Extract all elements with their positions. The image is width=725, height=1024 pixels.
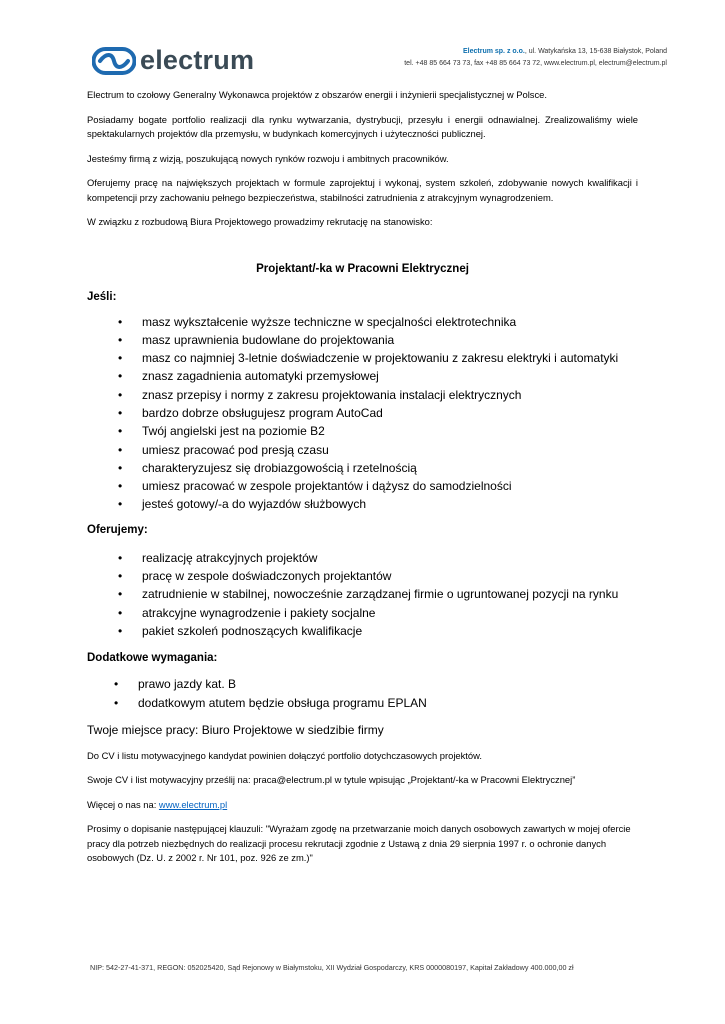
- bullet-icon: •: [118, 442, 123, 457]
- job-offer-body: [87, 88, 638, 876]
- requirements-heading: Jeśli:: [87, 290, 117, 303]
- bullet-icon: •: [118, 623, 123, 638]
- list-item: • bardzo dobrze obsługujesz program AutoCad: [87, 404, 638, 422]
- list-item: • masz wykształcenie wyższe techniczne w specjalności elektrotechnika: [87, 313, 638, 331]
- list-item: • znasz przepisy i normy z zakresu projektowania instalacji elektrycznych: [87, 386, 638, 404]
- bullet-icon: •: [118, 587, 123, 602]
- list-item: • jesteś gotowy/-a do wyjazdów służbowych: [87, 495, 638, 513]
- bullet-icon: •: [118, 387, 123, 402]
- bullet-icon: •: [118, 460, 123, 475]
- workplace-line: Twoje miejsce pracy: Biuro Projektowe w siedzibie firmy: [87, 722, 384, 737]
- bullet-icon: •: [118, 332, 123, 347]
- send-note: Swoje CV i list motywacyjny prześlij na: praca@electrum.pl w tytule wpisując „Projektant/-ka w Pracowni Elektrycznej”: [87, 774, 576, 786]
- requirements-list: [87, 313, 638, 514]
- additional-heading: Dodatkowe wymagania:: [87, 652, 218, 665]
- company-name: Electrum sp. z o.o.: [462, 48, 525, 55]
- bullet-icon: •: [118, 569, 123, 584]
- intro-paragraph-2: Posiadamy bogate portfolio realizacji dla rynku wytwarzania, dystrybucji, przesyłu i energii odnawialnej. Zrealizowaliśmy wiele spektakularnych projektów dla przemysłu, w budynkach komercyjnych i użyteczności publicznej.: [87, 113, 638, 139]
- bullet-icon: •: [118, 369, 123, 384]
- list-item: • Twój angielski jest na poziomie B2: [87, 422, 638, 440]
- company-address-line: [404, 46, 667, 58]
- list-item: • masz uprawnienia budowlane do projektowania: [87, 331, 638, 349]
- intro-paragraph-4: Oferujemy pracę na największych projektach w formule zaprojektuj i wykonaj, system szkoleń, zdobywanie nowych kwalifikacji i kompetencji przy zachowaniu pełnego bezpieczeństwa, stabilności zatrudnienia z atrakcyjnym wynagrodzeniem.: [87, 177, 638, 203]
- bullet-icon: •: [118, 351, 123, 366]
- list-item: • pakiet szkoleń podnoszących kwalifikacje: [87, 622, 638, 640]
- bullet-icon: •: [118, 314, 123, 329]
- intro-paragraph-5: W związku z rozbudową Biura Projektowego prowadzimy rekrutację na stanowisko:: [87, 216, 433, 227]
- list-item: • dodatkowym atutem będzie obsługa programu EPLAN: [87, 694, 638, 712]
- legal-footer: NIP: 542-27-41-371, REGON: 052025420, Sąd Rejonowy w Białymstoku, XII Wydział Gospodarczy, KRS 0000080197, Kapitał Zakładowy 400.000,00 zł: [90, 963, 574, 972]
- cv-note: Do CV i listu motywacyjnego kandydat powinien dołączyć portfolio dotychczasowych projektów.: [87, 749, 482, 761]
- bullet-icon: •: [118, 550, 123, 565]
- gdpr-clause: Prosimy o dopisanie następującej klauzuli: "Wyrażam zgodę na przetwarzanie moich danych osobowych zawartych w mojej ofercie pracy dla potrzeb niezbędnych do realizacji procesu rekrutacji zgodnie z Ustawą z dnia 29 sierpnia 1997 r. o ochronie danych osobowych (Dz. U. z 2002 r. Nr 101, poz. 926 ze zm.)": [87, 823, 631, 864]
- bullet-icon: •: [114, 677, 119, 692]
- bullet-icon: •: [114, 695, 119, 710]
- list-item: • pracę w zespole doświadczonych projektantów: [87, 567, 638, 585]
- offer-list: [87, 549, 638, 640]
- list-item: • prawo jazdy kat. B: [87, 675, 638, 693]
- company-address: , ul. Watykańska 13, 15-638 Białystok, Poland: [524, 48, 667, 55]
- bullet-icon: •: [118, 424, 123, 439]
- additional-list: [87, 675, 638, 712]
- list-item: • zatrudnienie w stabilnej, nowocześnie zarządzanej firmie o ugruntowanej pozycji na rynku: [87, 585, 638, 603]
- offer-heading: Oferujemy:: [87, 523, 148, 536]
- company-logo: [92, 44, 255, 78]
- position-title: Projektant/-ka w Pracowni Elektrycznej: [256, 262, 469, 275]
- list-item: • realizację atrakcyjnych projektów: [87, 549, 638, 567]
- bullet-icon: •: [118, 479, 123, 494]
- list-item: • charakteryzujesz się drobiazgowością i rzetelnością: [87, 459, 638, 477]
- list-item: • znasz zagadnienia automatyki przemysłowej: [87, 367, 638, 385]
- letterhead: [0, 0, 725, 80]
- company-contact-block: [404, 46, 667, 70]
- company-contacts: tel. +48 85 664 73 73, fax +48 85 664 73 72, www.electrum.pl, electrum@electrum.pl: [404, 60, 667, 67]
- bullet-icon: •: [118, 605, 123, 620]
- list-item: • umiesz pracować pod presją czasu: [87, 441, 638, 459]
- electrum-logo-icon: [92, 47, 136, 75]
- logo-wordmark: electrum: [140, 45, 255, 75]
- website-link[interactable]: www.electrum.pl: [158, 798, 228, 810]
- bullet-icon: •: [118, 497, 123, 512]
- list-item: • umiesz pracować w zespole projektantów i dążysz do samodzielności: [87, 477, 638, 495]
- bullet-icon: •: [118, 405, 123, 420]
- list-item: • atrakcyjne wynagrodzenie i pakiety socjalne: [87, 604, 638, 622]
- list-item: • masz co najmniej 3-letnie doświadczenie w projektowaniu z zakresu elektryki i automatyki: [87, 349, 638, 367]
- more-info-line: Więcej o nas na: www.electrum.pl: [87, 798, 228, 810]
- intro-paragraph-3: Jesteśmy firmą z wizją, poszukującą nowych rynków rozwoju i ambitnych pracowników.: [87, 152, 449, 164]
- intro-paragraph-1: Electrum to czołowy Generalny Wykonawca projektów z obszarów energii i inżynierii specjalistycznej w Polsce.: [87, 89, 547, 100]
